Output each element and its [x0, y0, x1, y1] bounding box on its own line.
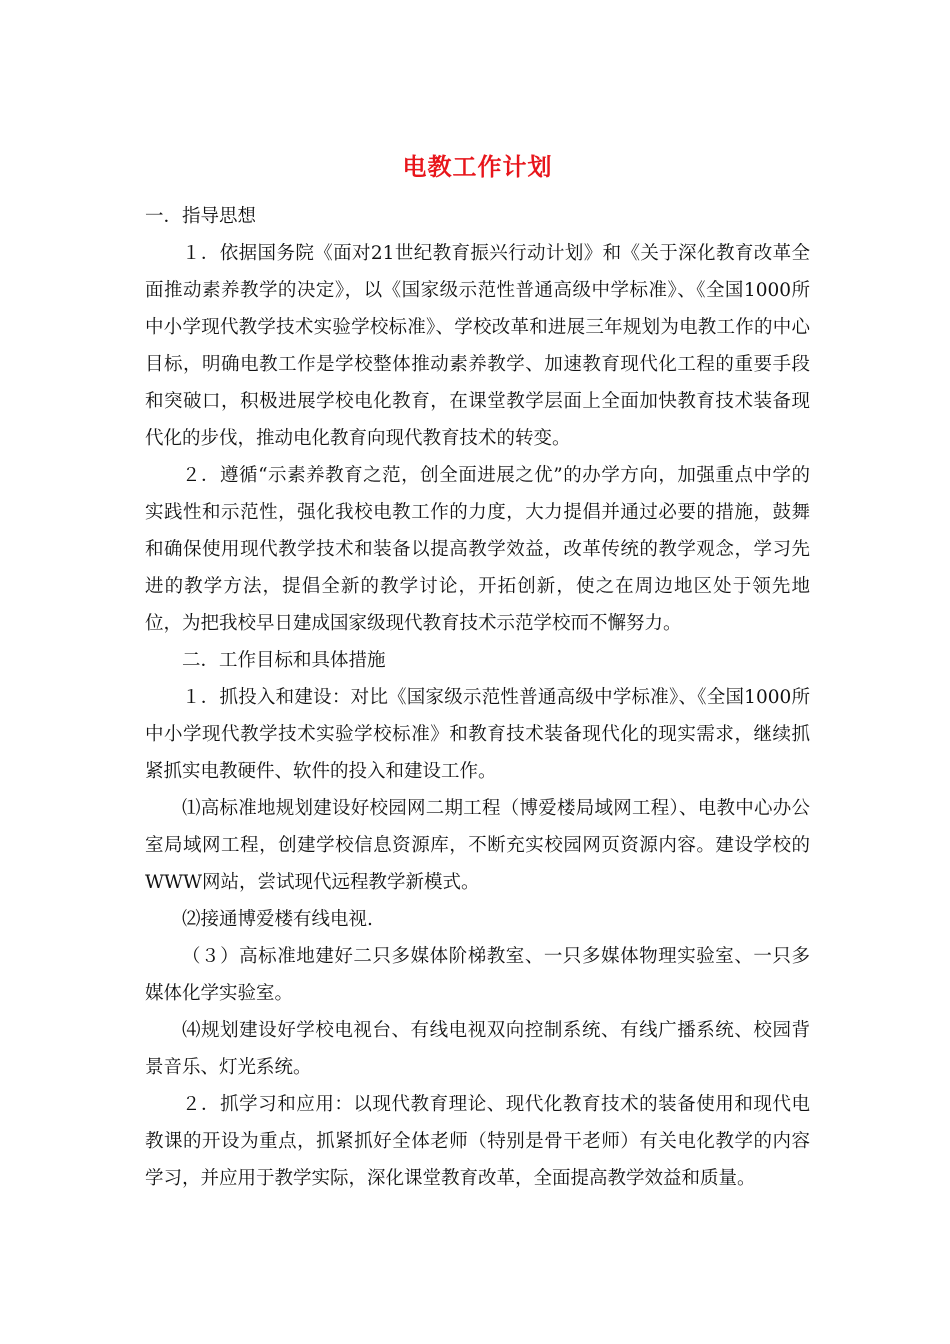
section-heading-2: 二．工作目标和具体措施	[182, 650, 386, 671]
document-page	[145, 150, 810, 1197]
paragraph: ２．遵循“示素养教育之范，创全面进展之优”的办学方向，加强重点中学的实践性和示范性，强化我校电教工作的力度，大力提倡并通过必要的措施，鼓舞和确保使用现代教学技术和装备以提高教学效益，改革传统的教学观念，学习先进的教学方法，提倡全新的教学讨论，开拓创新，使之在周边地区处于领先地位，为把我校早日建成国家级现代教育技术示范学校而不懈努力。	[145, 465, 810, 634]
section-heading-1: 一．指导思想	[145, 206, 257, 227]
paragraph: １．依据国务院《面对21世纪教育振兴行动计划》和《关于深化教育改革全面推动素养教学的决定》，以《国家级示范性普通高级中学标准》、《全国1000所中小学现代教学技术实验学校标准》、学校改革和进展三年规划为电教工作的中心目标，明确电教工作是学校整体推动素养教学、加速教育现代化工程的重要手段和突破口，积极进展学校电化教育，在课堂教学层面上全面加快教育技术装备现代化的步伐，推动电化教育向现代教育技术的转变。	[145, 243, 810, 449]
paragraph: ２．抓学习和应用：以现代教育理论、现代化教育技术的装备使用和现代电教课的开设为重点，抓紧抓好全体老师（特别是骨干老师）有关电化教学的内容学习，并应用于教学实际，深化课堂教育改革，全面提高教学效益和质量。	[145, 1094, 810, 1189]
paragraph: ⑷规划建设好学校电视台、有线电视双向控制系统、有线广播系统、校园背景音乐、灯光系统。	[145, 1020, 810, 1078]
paragraph: ⑵接通博爱楼有线电视.	[182, 909, 373, 930]
paragraph: （３）高标准地建好二只多媒体阶梯教室、一只多媒体物理实验室、一只多媒体化学实验室。	[145, 946, 810, 1004]
paragraph: ⑴高标准地规划建设好校园网二期工程（博爱楼局域网工程）、电教中心办公室局域网工程，创建学校信息资源库，不断充实校园网页资源内容。建设学校的WWW网站，尝试现代远程教学新模式。	[145, 798, 810, 893]
document-title: 电教工作计划	[402, 152, 553, 181]
paragraph: １．抓投入和建设：对比《国家级示范性普通高级中学标准》、《全国1000所中小学现代教学技术实验学校标准》和教育技术装备现代化的现实需求，继续抓紧抓实电教硬件、软件的投入和建设工作。	[145, 687, 810, 782]
